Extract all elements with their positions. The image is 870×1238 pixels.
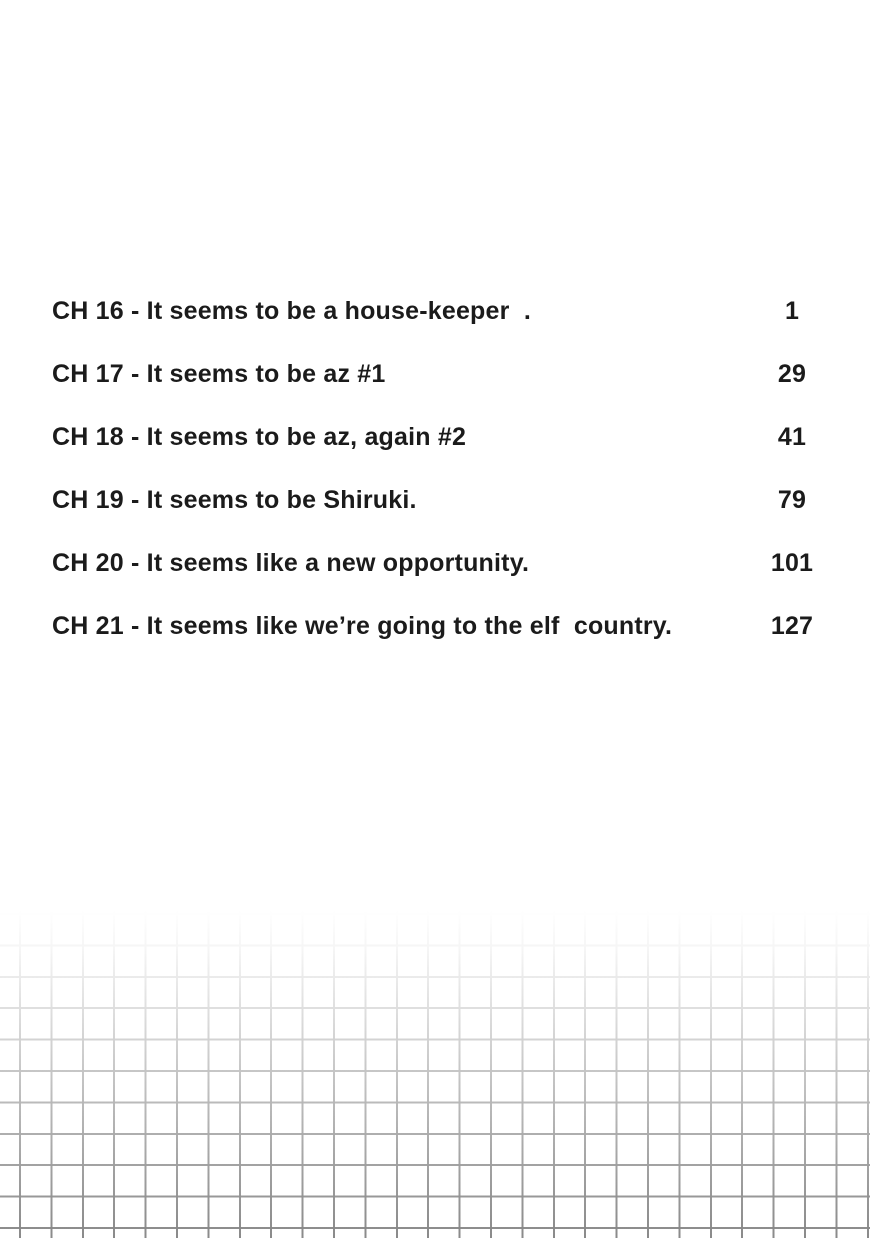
toc-entry xyxy=(52,532,840,595)
toc-entry xyxy=(52,469,840,532)
toc-entry xyxy=(52,280,840,343)
toc-entry-page-number: 1 xyxy=(784,297,800,325)
toc-entry-label: CH 19 - It seems to be Shiruki. xyxy=(52,486,417,514)
toc-entry-page-number: 127 xyxy=(770,612,814,640)
toc-entry xyxy=(52,343,840,406)
toc-entry xyxy=(52,406,840,469)
toc-entry-page-number: 29 xyxy=(777,360,807,388)
toc-entry-page-number: 101 xyxy=(770,549,814,577)
toc-entry xyxy=(52,595,840,658)
grid-fade-overlay xyxy=(0,910,870,1238)
toc-entry-page-number: 79 xyxy=(777,486,807,514)
toc-entry-label: CH 21 - It seems like we’re going to the elf country. xyxy=(52,612,673,640)
graph-paper-grid xyxy=(0,910,870,1238)
toc-entry-label: CH 18 - It seems to be az, again #2 xyxy=(52,423,467,451)
toc-entry-label: CH 20 - It seems like a new opportunity. xyxy=(52,549,530,577)
toc-entry-label: CH 17 - It seems to be az #1 xyxy=(52,360,386,388)
toc-entry-page-number: 41 xyxy=(777,423,807,451)
toc-entry-label: CH 16 - It seems to be a house-keeper . xyxy=(52,297,531,325)
table-of-contents xyxy=(52,280,840,658)
